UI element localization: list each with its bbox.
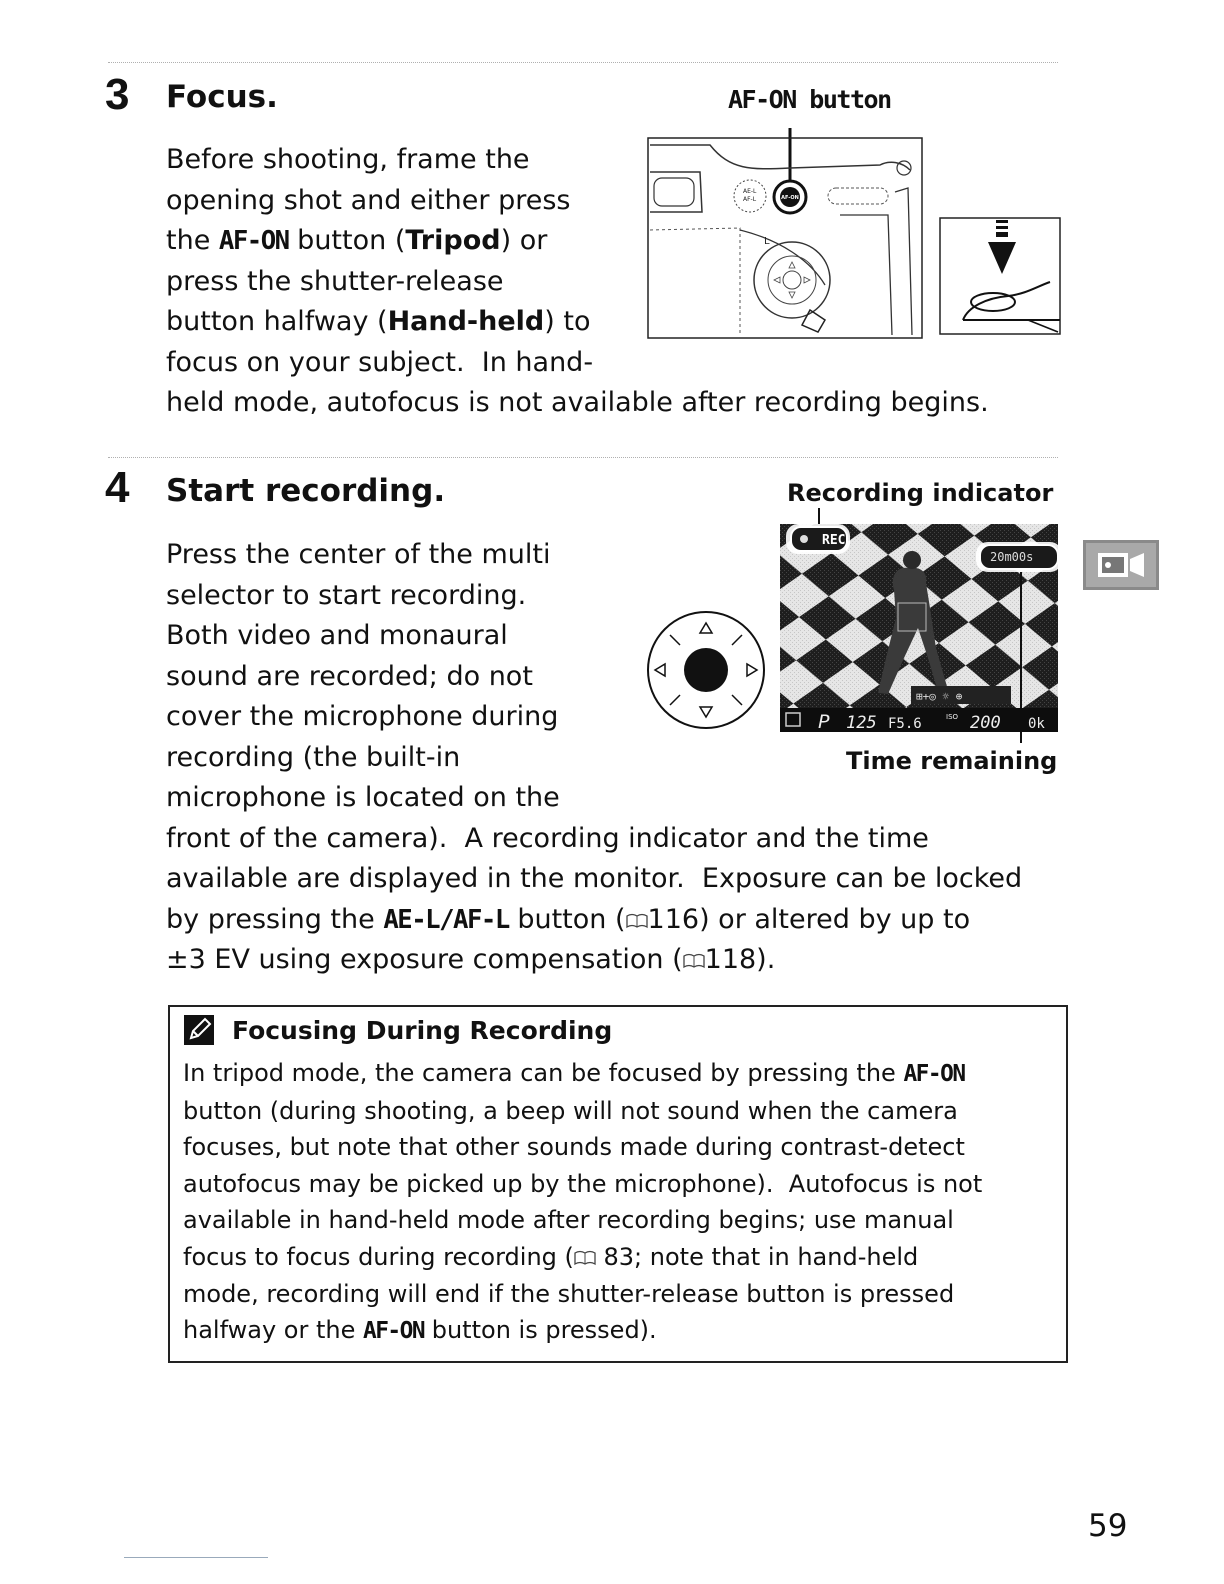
text-segment: button halfway (	[166, 306, 388, 337]
time-remaining-value: 20m00s	[990, 550, 1034, 564]
afl-camera-label: AF-L	[743, 196, 757, 203]
text-segment: sound are recorded; do not	[166, 660, 533, 692]
text-line	[166, 383, 1066, 424]
text-segment: Before shooting, frame the	[166, 144, 530, 175]
text-segment: Press the center of the multi	[166, 539, 551, 570]
text-segment: press the shutter-release	[166, 265, 504, 297]
text-segment: In tripod mode, the camera can be focused by pressing the	[183, 1059, 904, 1087]
text-line	[183, 1093, 1063, 1130]
bold-term: Hand-held	[387, 306, 545, 337]
lcd-iso-label: ISO	[946, 713, 959, 721]
button-name: AF-ON	[362, 1318, 425, 1345]
text-segment: ) to	[544, 306, 591, 337]
step-3-text	[166, 140, 1066, 424]
text-line	[166, 900, 1086, 941]
text-segment: 83; note that in hand-held	[595, 1242, 919, 1271]
text-line	[166, 940, 1086, 981]
text-segment: 116) or altered by up to	[647, 903, 971, 935]
text-segment: the	[166, 225, 219, 256]
shutter-half-press-illustration	[938, 212, 1062, 338]
text-line	[166, 181, 1066, 222]
book-reference-icon	[574, 1243, 596, 1271]
text-segment: halfway or the	[183, 1316, 363, 1345]
rec-indicator-label: REC	[822, 533, 846, 548]
text-segment: button (	[508, 903, 626, 935]
text-segment: button is pressed).	[424, 1316, 657, 1345]
text-segment: available are displayed in the monitor. Exposure can be locked	[166, 863, 1023, 894]
movie-camera-icon	[1086, 543, 1156, 587]
text-segment: ±3 EV using exposure compensation (	[166, 944, 683, 975]
step-4-number: 4	[105, 463, 130, 512]
step-3-title: Focus.	[166, 79, 278, 115]
text-segment: selector to start recording.	[166, 579, 527, 611]
top-dotted-rule	[108, 62, 1058, 63]
text-segment: Both video and monaural	[166, 620, 508, 651]
lcd-shutter: 125	[846, 713, 877, 733]
text-line	[166, 221, 1066, 262]
note-body	[183, 1055, 1063, 1350]
mid-dotted-rule	[108, 457, 1058, 458]
text-line	[183, 1166, 1063, 1203]
text-line	[166, 302, 1066, 343]
text-line	[166, 262, 1066, 303]
text-segment: mode, recording will end if the shutter-release button is pressed	[183, 1279, 955, 1308]
text-segment: opening shot and either press	[166, 184, 571, 216]
text-line	[183, 1239, 1063, 1276]
camera-back-illustration	[640, 120, 930, 345]
text-line	[183, 1276, 1063, 1313]
button-name: AF-ON	[903, 1061, 965, 1087]
step-4-title: Start recording.	[166, 473, 446, 509]
page-number: 59	[1088, 1508, 1128, 1544]
movie-section-tab	[1083, 540, 1159, 590]
text-segment: focuses, but note that other sounds made during contrast-detect	[183, 1133, 965, 1162]
button-name: AE-L/AF-L	[383, 904, 509, 935]
svg-text:⊞+◎ ☼ ⊕: ⊞+◎ ☼ ⊕	[916, 690, 963, 703]
text-segment: cover the microphone during	[166, 701, 559, 732]
book-reference-icon	[626, 904, 648, 935]
book-reference-icon	[683, 944, 705, 975]
lcd-iso-value: 200	[970, 713, 1001, 733]
lcd-frames: 0k	[1028, 716, 1045, 732]
text-line	[166, 778, 1086, 819]
text-line	[183, 1129, 1063, 1166]
text-line	[166, 819, 1086, 860]
lcd-mode: P	[818, 711, 830, 733]
text-line	[166, 140, 1066, 181]
text-segment: recording (the built-in	[166, 741, 461, 773]
text-segment: button (	[288, 225, 406, 256]
lcd-aperture: F5.6	[888, 716, 922, 732]
note-title: Focusing During Recording	[232, 1016, 613, 1045]
text-segment: ) or	[500, 225, 548, 256]
af-on-camera-label: AF-ON	[781, 195, 799, 201]
live-view-monitor	[778, 508, 1063, 753]
text-segment: focus on your subject. In hand-	[166, 346, 594, 378]
text-segment: microphone is located on the	[166, 782, 560, 813]
lock-l-camera-label: L	[764, 236, 770, 247]
text-segment: autofocus may be picked up by the microphone). Autofocus is not	[183, 1169, 983, 1198]
footer-rule	[124, 1557, 268, 1558]
af-on-figure-label: AF-ON button	[728, 85, 891, 114]
text-segment: focus to focus during recording (	[183, 1242, 574, 1271]
text-line	[166, 859, 1086, 900]
text-line	[183, 1055, 1063, 1093]
multi-selector-illustration	[645, 603, 767, 733]
text-segment: held mode, autofocus is not available after recording begins.	[166, 387, 989, 418]
text-segment: available in hand-held mode after recording begins; use manual	[183, 1206, 954, 1235]
text-segment: button (during shooting, a beep will not sound when the camera	[183, 1096, 958, 1125]
recording-indicator-label: Recording indicator	[787, 479, 1054, 507]
pencil-note-icon	[183, 1014, 215, 1046]
text-segment: 118).	[704, 944, 776, 975]
button-name: AF-ON	[218, 226, 289, 256]
text-line	[183, 1312, 1063, 1350]
text-line	[166, 343, 1066, 384]
text-line	[183, 1202, 1063, 1239]
bold-term: Tripod	[405, 225, 501, 256]
ael-camera-label: AE-L	[743, 188, 757, 195]
text-segment: by pressing the	[166, 903, 384, 935]
text-segment: front of the camera). A recording indicator and the time	[166, 822, 929, 854]
time-remaining-label: Time remaining	[846, 747, 1058, 775]
multi-selector-on-camera	[754, 242, 830, 318]
step-3-number: 3	[105, 70, 130, 119]
